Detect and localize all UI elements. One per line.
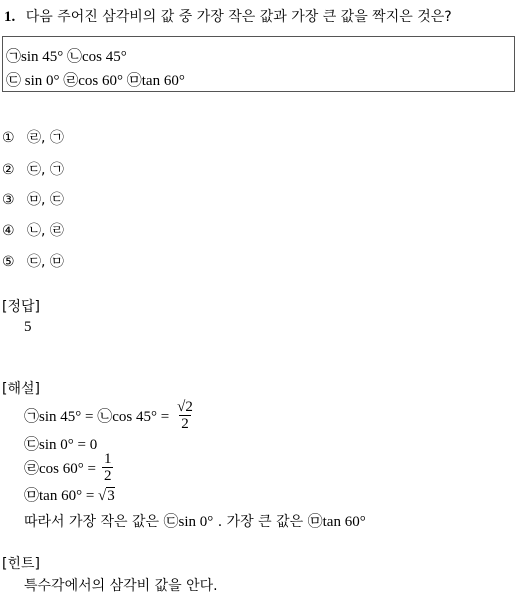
answer-value: 5: [24, 319, 32, 335]
explanation-line-3-text: ㉣cos 60° =: [24, 461, 96, 477]
conclusion-min-value: ㉢sin 0°: [163, 514, 214, 530]
fraction-1-over-2: [102, 451, 114, 484]
question-header: [4, 6, 452, 26]
choice-marker: ①: [2, 130, 15, 146]
fraction-numerator: 1: [103, 451, 112, 467]
explanation-line-1: [24, 399, 197, 432]
answer-heading: [정답]: [2, 299, 40, 315]
explanation-line-1-text: ㉠sin 45° = ㉡cos 45° =: [24, 409, 170, 425]
hint-heading: [힌트]: [2, 556, 40, 572]
choice-text: ㉣, ㉠: [27, 130, 64, 146]
sqrt-sign: √: [98, 488, 107, 504]
question-text: 다음 주어진 삼각비의 값 중 가장 작은 값과 가장 큰 값을 짝지은 것은?: [25, 9, 452, 25]
fraction-sqrt2-over-2: [175, 399, 195, 432]
hint-text: 특수각에서의 삼각비 값을 안다.: [24, 578, 218, 594]
question-number: 1.: [4, 9, 16, 25]
choice-marker: ③: [2, 192, 15, 208]
fraction-numerator: √2: [177, 399, 193, 415]
choice-3[interactable]: [2, 189, 64, 209]
choice-text: ㉢, ㉤: [27, 254, 64, 270]
explanation-line-4-text: ㉤tan 60° =: [24, 488, 95, 504]
choice-text: ㉢, ㉠: [27, 162, 64, 178]
conclusion-text-b: . 가장 큰 값은: [217, 514, 308, 530]
explanation-conclusion: [24, 510, 366, 531]
explanation-line-2: ㉢sin 0° = 0: [24, 437, 98, 453]
choice-5[interactable]: [2, 251, 64, 271]
sqrt-radicand: 3: [107, 488, 115, 504]
choice-text: ㉤, ㉢: [27, 192, 64, 208]
choice-4[interactable]: [2, 220, 64, 240]
conclusion-max-value: ㉤tan 60°: [307, 514, 366, 530]
sqrt-3: [98, 488, 115, 505]
explanation-line-3: [24, 451, 115, 484]
choice-2[interactable]: [2, 159, 64, 179]
explanation-line-4: [24, 484, 115, 505]
explanation-heading: [해설]: [2, 381, 40, 397]
given-line-2: ㉢ sin 0° ㉣cos 60° ㉤tan 60°: [6, 73, 185, 89]
given-line-1: ㉠sin 45° ㉡cos 45°: [6, 49, 127, 65]
choice-text: ㉡, ㉣: [27, 223, 64, 239]
fraction-denominator: 2: [103, 468, 112, 484]
choice-marker: ④: [2, 223, 15, 239]
fraction-denominator: 2: [181, 416, 189, 432]
choice-marker: ②: [2, 162, 15, 178]
choice-marker: ⑤: [2, 254, 15, 270]
choice-1[interactable]: [2, 127, 64, 147]
conclusion-text-a: 따라서 가장 작은 값은: [24, 514, 164, 530]
